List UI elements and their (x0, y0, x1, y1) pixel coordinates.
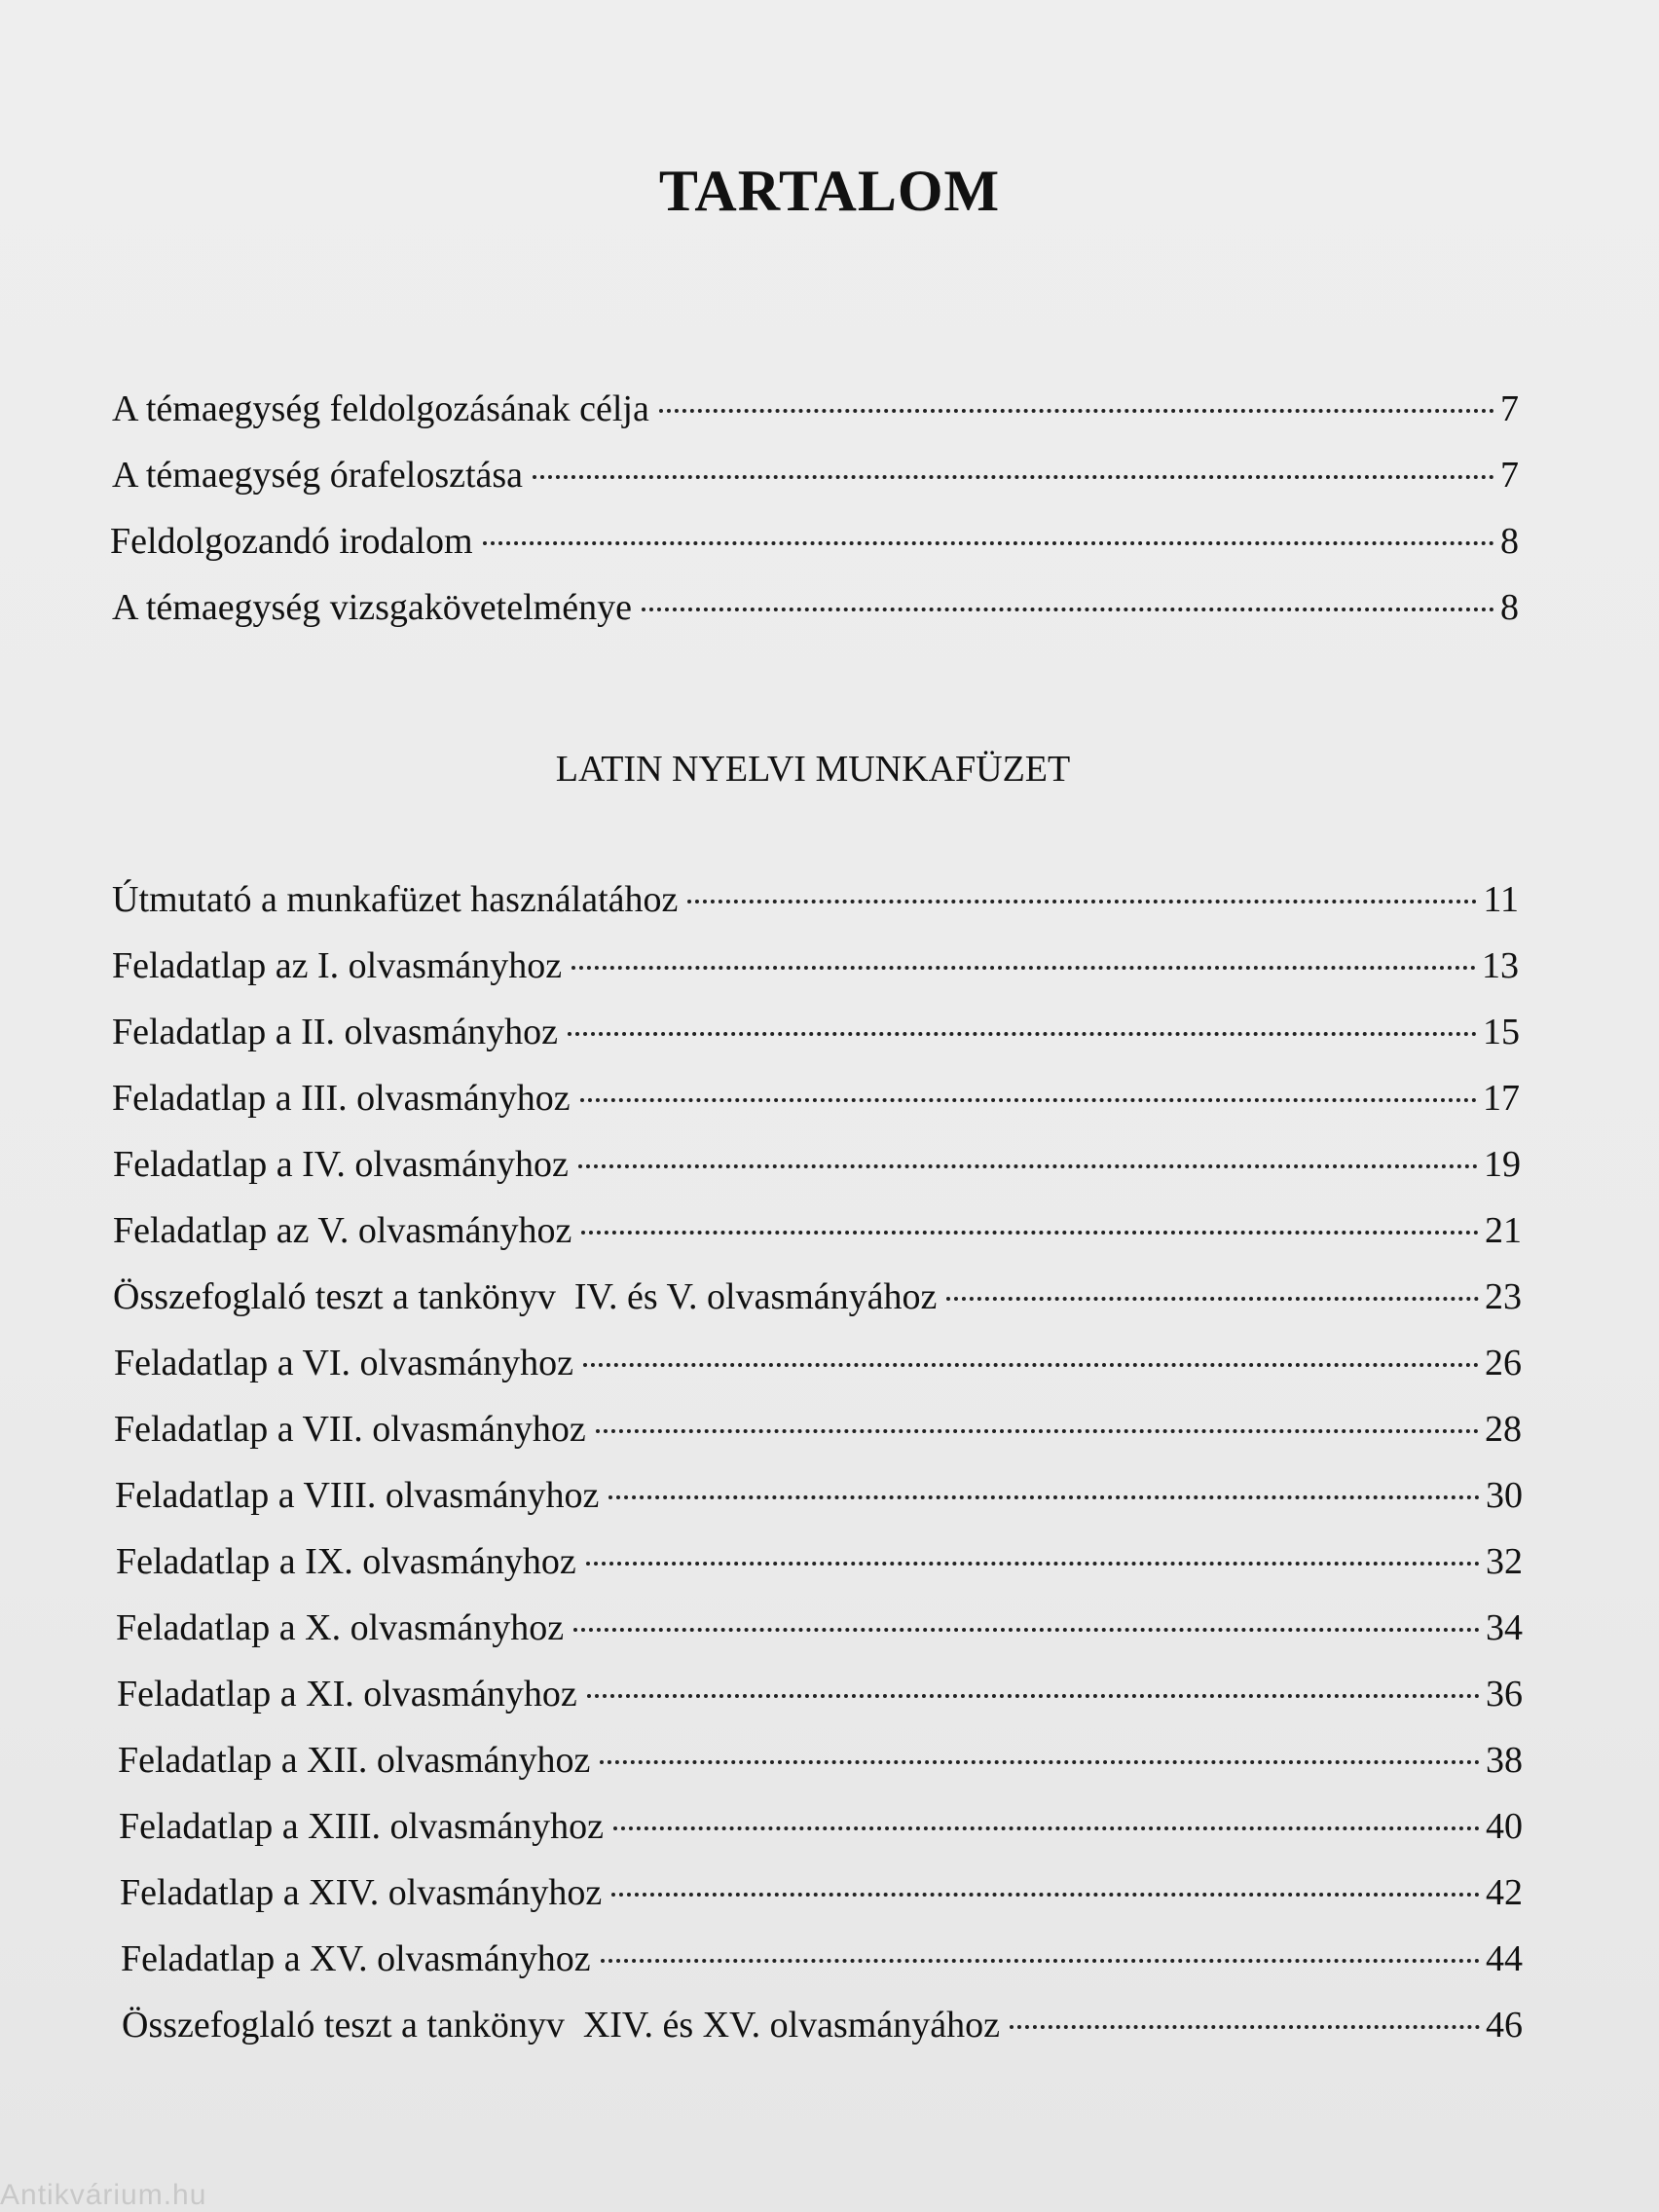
watermark: Antikvárium.hu (0, 2179, 207, 2211)
toc-entry-label: Feladatlap a VII. olvasmányhoz (114, 1409, 586, 1450)
toc-entry-page: 8 (1500, 587, 1519, 628)
page-title: TARTALOM (658, 159, 1001, 223)
dot-leader (613, 1826, 1480, 1830)
dot-leader (687, 900, 1477, 903)
toc-entry-label: Feladatlap a IV. olvasmányhoz (113, 1144, 569, 1185)
dot-leader (608, 1495, 1480, 1499)
dot-leader (601, 1959, 1480, 1963)
toc-entry-page: 36 (1486, 1674, 1523, 1714)
dot-leader (586, 1562, 1480, 1566)
toc-entry[interactable] (113, 1273, 1522, 1320)
toc-entry[interactable] (112, 1009, 1520, 1055)
toc-entry-page: 32 (1486, 1541, 1523, 1582)
dot-leader (533, 475, 1494, 479)
toc-entry[interactable] (120, 1869, 1523, 1916)
toc-entry-page: 7 (1500, 455, 1519, 496)
toc-entry-label: Feladatlap a XI. olvasmányhoz (117, 1674, 577, 1714)
dot-leader (642, 608, 1494, 611)
toc-entry-page: 34 (1486, 1607, 1523, 1648)
toc-entry[interactable] (110, 518, 1519, 565)
toc-entry-label: Összefoglaló teszt a tankönyv XIV. és XV. olvasmányához (122, 2005, 1000, 2046)
toc-entry-label: Feladatlap az I. olvasmányhoz (112, 945, 563, 986)
toc-entry-label: Feladatlap a XIV. olvasmányhoz (120, 1872, 603, 1913)
toc-entry-page: 11 (1483, 879, 1519, 920)
toc-entry-label: Útmutató a munkafüzet használatához (112, 879, 679, 920)
toc-entry-label: Feladatlap a II. olvasmányhoz (112, 1012, 558, 1052)
dot-leader (600, 1760, 1480, 1764)
toc-entry[interactable] (122, 2002, 1523, 2048)
toc-entry[interactable] (116, 1538, 1523, 1585)
toc-entry-label: Feladatlap az V. olvasmányhoz (113, 1210, 572, 1251)
toc-entry[interactable] (115, 1472, 1523, 1519)
toc-entry[interactable] (112, 386, 1519, 432)
dot-leader (568, 1032, 1477, 1036)
dot-leader (573, 1628, 1480, 1632)
toc-entry-label: Feladatlap a XV. olvasmányhoz (121, 1938, 591, 1979)
dot-leader (587, 1694, 1480, 1698)
toc-entry-page: 30 (1486, 1475, 1523, 1516)
dot-leader (578, 1164, 1478, 1168)
dot-leader (946, 1297, 1479, 1301)
toc-entry-label: A témaegység vizsgakövetelménye (112, 587, 632, 628)
toc-entry-page: 42 (1486, 1872, 1523, 1913)
toc-entry-label: Feladatlap a XII. olvasmányhoz (118, 1740, 591, 1781)
toc-entry[interactable] (112, 1075, 1520, 1122)
toc-entry-page: 13 (1482, 945, 1519, 986)
toc-entry[interactable] (112, 942, 1519, 989)
toc-entry-page: 44 (1486, 1938, 1523, 1979)
toc-entry-label: Feladatlap a III. olvasmányhoz (112, 1078, 571, 1119)
dot-leader (583, 1363, 1479, 1367)
section-title: LATIN NYELVI MUNKAFÜZET (555, 749, 1071, 790)
toc-entry-label: Feladatlap a VIII. olvasmányhoz (115, 1475, 600, 1516)
toc-entry-label: Feladatlap a X. olvasmányhoz (116, 1607, 565, 1648)
toc-entry-label: Feladatlap a IX. olvasmányhoz (116, 1541, 576, 1582)
toc-entry-page: 26 (1485, 1343, 1522, 1383)
toc-entry-label: Feladatlap a VI. olvasmányhoz (114, 1343, 574, 1383)
toc-entry[interactable] (116, 1604, 1523, 1651)
toc-entry-page: 40 (1486, 1806, 1523, 1847)
dot-leader (611, 1893, 1480, 1897)
toc-entry[interactable] (112, 876, 1519, 923)
dot-leader (483, 541, 1494, 545)
toc-entry[interactable] (113, 1207, 1522, 1254)
toc-entry[interactable] (114, 1406, 1522, 1453)
toc-entry[interactable] (121, 1936, 1523, 1982)
toc-entry-page: 46 (1486, 2005, 1523, 2046)
toc-entry-page: 7 (1500, 388, 1519, 429)
toc-entry-label: A témaegység feldolgozásának célja (112, 388, 649, 429)
toc-entry[interactable] (112, 584, 1519, 631)
toc-entry-label: A témaegység órafelosztása (112, 455, 524, 496)
toc-entry[interactable] (119, 1803, 1523, 1850)
toc-entry[interactable] (118, 1737, 1523, 1784)
toc-entry-page: 19 (1484, 1144, 1521, 1185)
toc-entry-page: 38 (1486, 1740, 1523, 1781)
toc-entry-page: 28 (1485, 1409, 1522, 1450)
toc-entry-page: 17 (1483, 1078, 1520, 1119)
toc-entry[interactable] (114, 1340, 1522, 1386)
toc-entry-page: 21 (1485, 1210, 1522, 1251)
dot-leader (1010, 2025, 1480, 2029)
toc-entry-page: 15 (1483, 1012, 1520, 1052)
toc-entry-page: 23 (1485, 1276, 1522, 1317)
dot-leader (580, 1098, 1477, 1102)
toc-entry-label: Feladatlap a XIII. olvasmányhoz (119, 1806, 605, 1847)
toc-entry[interactable] (112, 452, 1519, 498)
toc-entry[interactable] (113, 1141, 1521, 1188)
dot-leader (596, 1429, 1479, 1433)
dot-leader (659, 409, 1494, 413)
dot-leader (571, 966, 1476, 970)
toc-entry-label: Feldolgozandó irodalom (110, 521, 473, 562)
toc-entry[interactable] (117, 1671, 1523, 1717)
toc-entry-page: 8 (1500, 521, 1519, 562)
toc-entry-label: Összefoglaló teszt a tankönyv IV. és V. olvasmányához (113, 1276, 938, 1317)
dot-leader (581, 1231, 1479, 1235)
